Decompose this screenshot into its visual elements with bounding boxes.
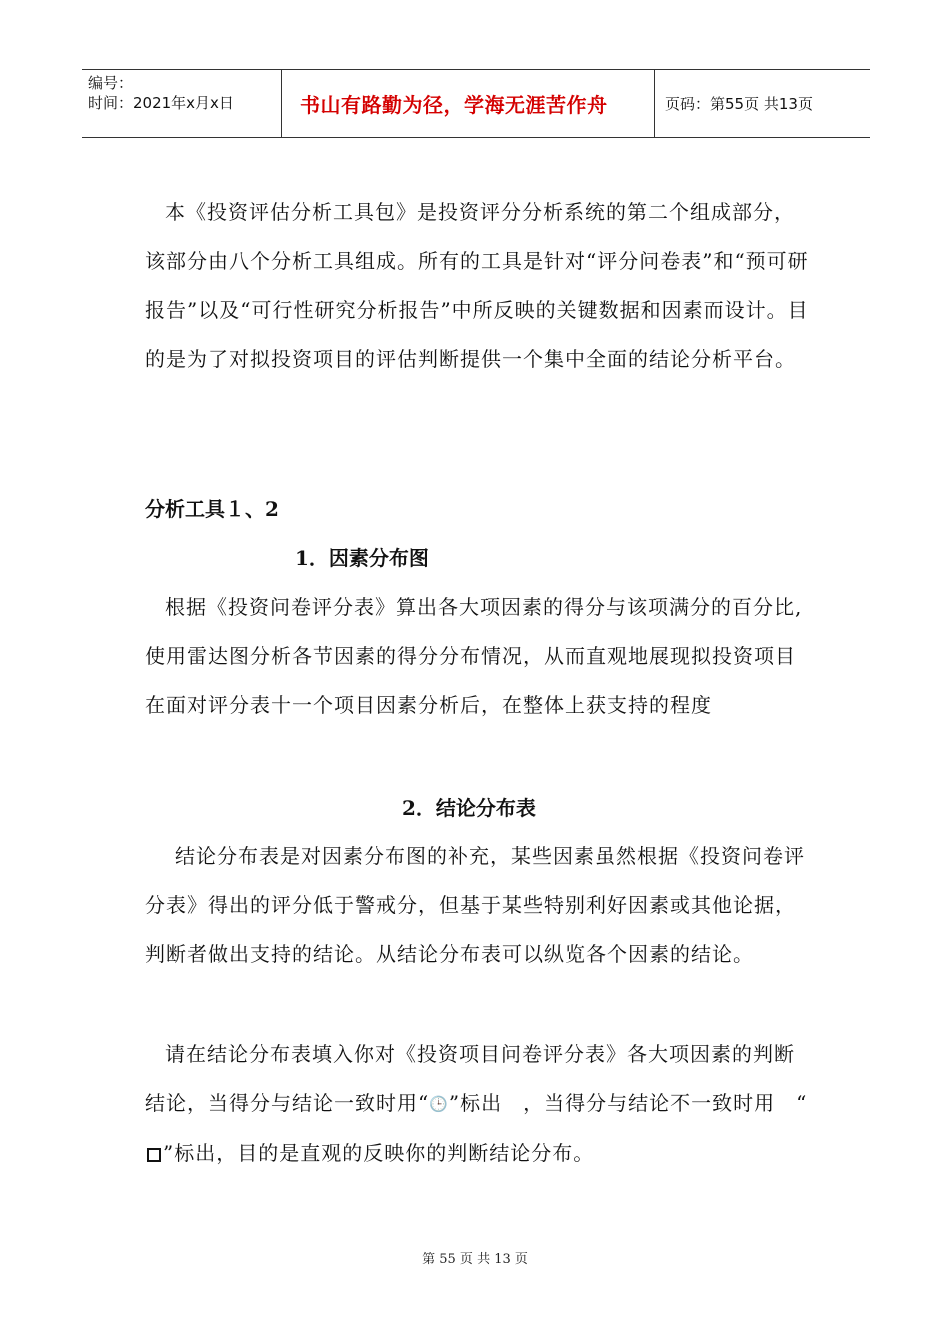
- intro-paragraph: 本《投资评估分析工具包》是投资评分分析系统的第二个组成部分，该部分由八个分析工具组成。所有的工具是针对“评分问卷表”和“预可研报告”以及“可行性研究分析报告”中所反映的关键数据和因素而设计。目的是为了对拟投资项目的评估判断提供一个集中全面的结论分析平台。: [145, 200, 809, 371]
- item2-text-c: ”标出，目的是直观的反映你的判断结论分布。: [163, 1141, 595, 1165]
- item2-paragraph: 结论分布表是对因素分布图的补充，某些因素虽然根据《投资问卷评分表》得出的评分低于警戒分，但基于某些特别利好因素或其他论据，判断者做出支持的结论。从结论分布表可以纵览各个因素的结论。: [145, 844, 805, 966]
- square-icon: [147, 1148, 161, 1162]
- item1-title: 1．因素分布图: [295, 546, 429, 570]
- item2-block: [145, 832, 810, 979]
- number-label: 编号：: [88, 74, 134, 92]
- header-table: [82, 69, 870, 138]
- item2-paragraph-2: [145, 1030, 810, 1178]
- clock-icon: 🕒: [429, 1095, 449, 1113]
- item2-block-2: [145, 1030, 810, 1178]
- item1-paragraph: 根据《投资问卷评分表》算出各大项因素的得分与该项满分的百分比,使用雷达图分析各节因素的得分分布情况，从而直观地展现拟投资项目在面对评分表十一个项目因素分析后，在整体上获支持的程度: [145, 595, 803, 717]
- item2-text-b: ”标出 ，当得分与结论不一致时用 “: [448, 1091, 808, 1115]
- item2-title: 2．结论分布表: [402, 796, 536, 820]
- item1-block: [145, 583, 810, 730]
- date-label: 时间：2021年x月x日: [88, 94, 234, 112]
- page-footer: 第 55 页 共 13 页: [422, 1252, 528, 1267]
- intro-block: [145, 188, 810, 384]
- section-title: 分析工具１、2: [145, 497, 279, 521]
- header-left-cell: [82, 70, 282, 137]
- page-label: 页码：第55页 共13页: [665, 95, 813, 113]
- item2-text-a: 请在结论分布表填入你对《投资项目问卷评分表》各大项因素的判断结论，当得分与结论一致时用“: [145, 1042, 795, 1115]
- motto: 书山有路勤为径，学海无涯苦作舟: [282, 70, 655, 137]
